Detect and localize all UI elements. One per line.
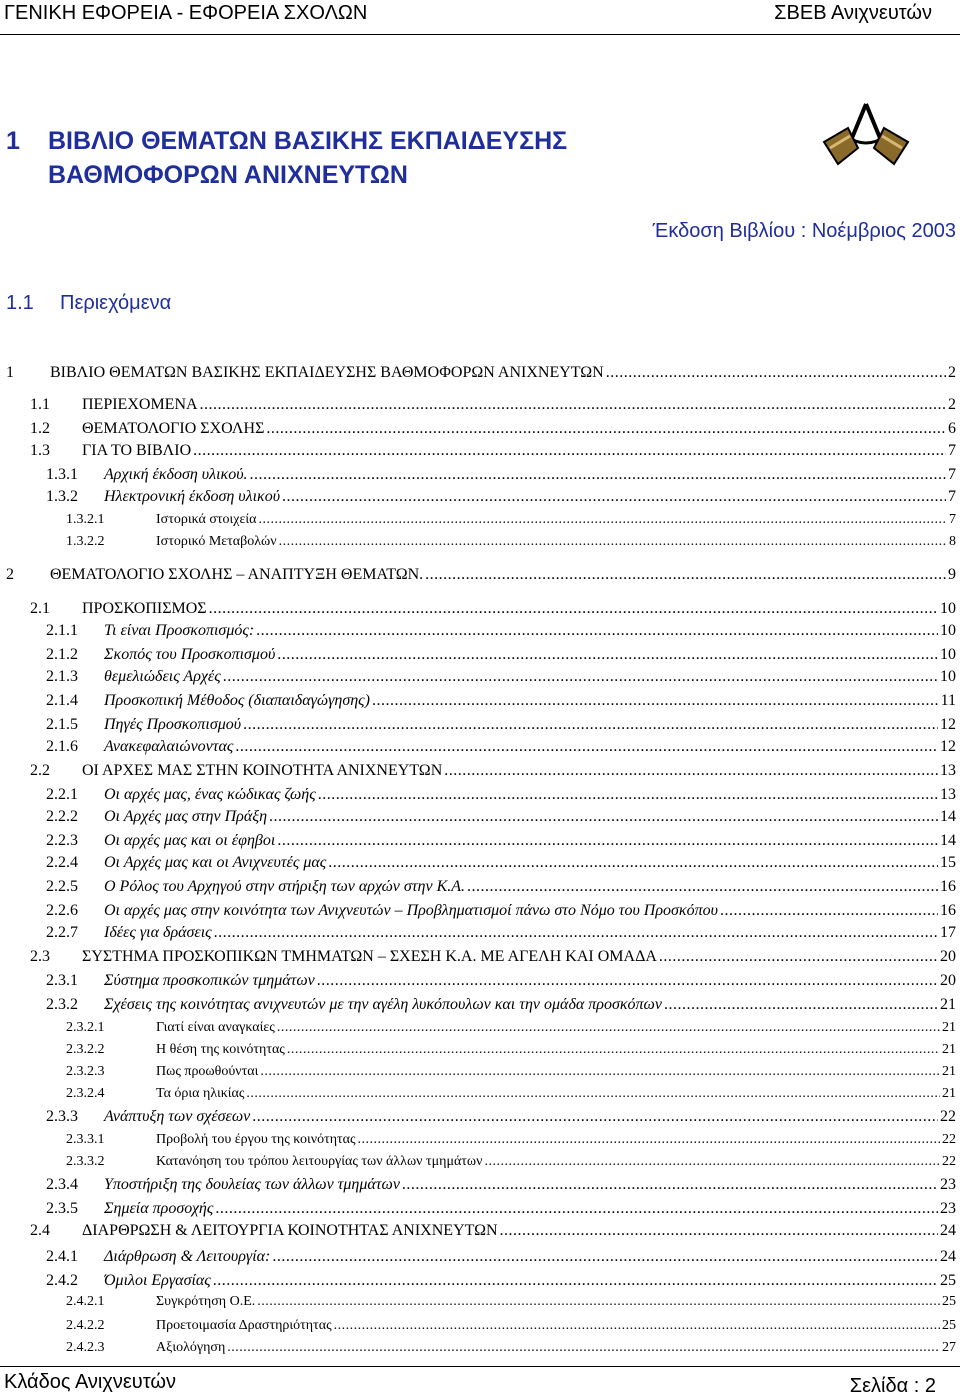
- toc-entry-number: 2.1.3: [46, 668, 78, 685]
- toc-entry-number: 2.3.3: [46, 1108, 78, 1125]
- toc-entry-page: 20: [940, 972, 956, 989]
- toc-entry-page: 7: [948, 442, 956, 459]
- toc-entry[interactable]: [30, 442, 956, 464]
- toc-entry-number: 2.1.2: [46, 646, 78, 663]
- toc-entry-number: 2.2.6: [46, 902, 78, 919]
- toc-leader-dots: [243, 716, 938, 734]
- toc-entry-title: Τα όρια ηλικίας: [156, 1086, 245, 1101]
- toc-entry-page: 22: [942, 1132, 956, 1147]
- toc-entry-page: 12: [940, 716, 956, 733]
- footer-left: Κλάδος Ανιχνευτών: [4, 1371, 176, 1393]
- toc-entry[interactable]: [46, 924, 956, 946]
- toc-entry-title: Σύστημα προσκοπικών τμημάτων: [104, 972, 315, 989]
- toc-entry-page: 21: [942, 1086, 956, 1101]
- toc-entry[interactable]: [30, 1222, 956, 1244]
- toc-entry-page: 13: [940, 786, 956, 803]
- toc-entry-title: Οι αρχές μας στην κοινότητα των Ανιχνευτών – Προβληματισμοί πάνω στο Νόμο του Προσκόπου: [104, 902, 718, 919]
- toc-entry-page: 17: [940, 924, 956, 941]
- toc-entry[interactable]: [46, 1176, 956, 1198]
- toc-entry-title: Προβολή του έργου της κοινότητας: [156, 1132, 356, 1147]
- toc-entry[interactable]: [46, 488, 956, 510]
- toc-entry-title: Γιατί είναι αναγκαίες: [156, 1020, 275, 1035]
- contents-heading: [6, 292, 171, 315]
- toc-entry-page: 16: [940, 878, 956, 895]
- toc-entry[interactable]: [30, 600, 956, 622]
- toc-entry-page: 12: [940, 738, 956, 755]
- toc-entry[interactable]: [30, 420, 956, 442]
- toc-entry-page: 25: [940, 1272, 956, 1289]
- toc-entry-title: Τι είναι Προσκοπισμός:: [104, 622, 255, 639]
- toc-entry-number: 2.3.1: [46, 972, 78, 989]
- toc-entry-title: ΓΙΑ ΤΟ ΒΙΒΛΙΟ: [82, 442, 192, 459]
- toc-entry-title: Οι Αρχές μας στην Πράξη: [104, 808, 267, 825]
- toc-entry-page: 10: [940, 600, 956, 617]
- toc-entry-title: Σχέσεις της κοινότητας ανιχνευτών με την αγέλη λυκόπουλων και την ομάδα προσκόπων: [104, 996, 662, 1013]
- toc-entry-page: 15: [940, 854, 956, 871]
- contents-number: 1.1: [6, 292, 34, 314]
- toc-entry-number: 2.3: [30, 948, 50, 965]
- toc-entry-title: Κατανόηση του τρόπου λειτουργίας των άλλων τμημάτων: [156, 1154, 483, 1169]
- toc-leader-dots: [269, 808, 938, 826]
- toc-entry[interactable]: [46, 854, 956, 876]
- toc-entry-page: 14: [940, 808, 956, 825]
- toc-entry-page: 7: [949, 512, 956, 527]
- toc-entry-page: 23: [940, 1200, 956, 1217]
- toc-entry-number: 2.4: [30, 1222, 50, 1239]
- toc-entry-title: Διάρθρωση & Λειτουργία:: [104, 1248, 271, 1265]
- toc-entry[interactable]: [66, 1294, 956, 1316]
- toc-entry-title: Προσκοπική Μέθοδος (διαπαιδαγώγησης): [104, 692, 370, 709]
- toc-leader-dots: [664, 996, 938, 1014]
- toc-entry-number: 2.3.3.2: [66, 1154, 105, 1169]
- toc-leader-dots: [425, 566, 946, 584]
- toc-leader-dots: [277, 832, 938, 850]
- toc-entry-number: 2.4.2.3: [66, 1340, 105, 1355]
- toc-entry-number: 2.2.1: [46, 786, 78, 803]
- toc-leader-dots: [235, 738, 938, 756]
- toc-entry-number: 2: [6, 566, 14, 583]
- toc-entry[interactable]: [46, 1272, 956, 1294]
- toc-entry[interactable]: [46, 668, 956, 690]
- toc-leader-dots: [500, 1222, 938, 1240]
- toc-leader-dots: [277, 646, 938, 664]
- edition-line: Έκδοση Βιβλίου : Νοέμβριος 2003: [652, 220, 956, 242]
- toc-entry[interactable]: [66, 1318, 956, 1340]
- toc-leader-dots: [200, 396, 946, 414]
- toc-leader-dots: [606, 364, 946, 382]
- toc-leader-dots: [223, 668, 938, 686]
- toc-entry-title: ΒΙΒΛΙΟ ΘΕΜΑΤΩΝ ΒΑΣΙΚΗΣ ΕΚΠΑΙΔΕΥΣΗΣ ΒΑΘΜΟΦΟΡΩΝ ΑΝΙΧΝΕΥΤΩΝ: [50, 364, 604, 381]
- toc-entry-number: 1.3.2.1: [66, 512, 105, 527]
- toc-entry-page: 2: [948, 364, 956, 381]
- toc-entry-title: Αξιολόγηση: [156, 1340, 226, 1355]
- header-left: ΓΕΝΙΚΗ ΕΦΟΡΕΙΑ - ΕΦΟΡΕΙΑ ΣΧΟΛΩΝ: [4, 2, 368, 24]
- toc-entry-title: Σημεία προσοχής: [104, 1200, 214, 1217]
- toc-entry-number: 2.1.4: [46, 692, 78, 709]
- toc-entry[interactable]: [46, 1108, 956, 1130]
- toc-entry[interactable]: [46, 996, 956, 1018]
- toc-entry-number: 2.4.2.1: [66, 1294, 105, 1309]
- toc-entry-number: 2.3.4: [46, 1176, 78, 1193]
- toc-entry-number: 1.3.1: [46, 466, 78, 483]
- toc-entry-page: 14: [940, 832, 956, 849]
- toc-entry[interactable]: [30, 948, 956, 970]
- toc-entry-number: 2.2.3: [46, 832, 78, 849]
- title-line2: ΒΑΘΜΟΦΟΡΩΝ ΑΝΙΧΝΕΥΤΩΝ: [48, 161, 408, 189]
- toc-entry-page: 25: [942, 1294, 956, 1309]
- toc-entry-number: 2.2.5: [46, 878, 78, 895]
- toc-entry-number: 2.3.2.4: [66, 1086, 105, 1101]
- toc-entry[interactable]: [46, 716, 956, 738]
- toc-entry-page: 8: [949, 534, 956, 549]
- toc-entry-number: 2.1.5: [46, 716, 78, 733]
- toc-leader-dots: [214, 924, 938, 942]
- toc-leader-dots: [287, 1042, 940, 1058]
- toc-entry-title: Πως προωθούνται: [156, 1064, 259, 1079]
- toc-entry-number: 1.3.2.2: [66, 534, 105, 549]
- toc-entry-page: 11: [940, 692, 956, 709]
- footer-right: Σελίδα : 2: [849, 1375, 936, 1397]
- toc-entry[interactable]: [66, 1340, 956, 1362]
- toc-leader-dots: [328, 854, 938, 872]
- toc-entry-number: 2.1: [30, 600, 50, 617]
- toc-entry-number: 2.3.2: [46, 996, 78, 1013]
- header-right: ΣΒΕΒ Ανιχνευτών: [774, 2, 932, 24]
- toc-entry-page: 23: [940, 1176, 956, 1193]
- toc-entry-number: 2.2: [30, 762, 50, 779]
- toc-entry-page: 16: [940, 902, 956, 919]
- toc-entry-title: ΟΙ ΑΡΧΕΣ ΜΑΣ ΣΤΗΝ ΚΟΙΝΟΤΗΤΑ ΑΝΙΧΝΕΥΤΩΝ: [82, 762, 443, 779]
- toc-leader-dots: [372, 692, 939, 710]
- toc-entry-title: Ιστορικό Μεταβολών: [156, 534, 277, 549]
- toc-leader-dots: [215, 1200, 938, 1218]
- toc-entry-title: Σκοπός του Προσκοπισμού: [104, 646, 276, 663]
- toc-leader-dots: [358, 1132, 940, 1148]
- toc-entry-title: ΣΥΣΤΗΜΑ ΠΡΟΣΚΟΠΙΚΩΝ ΤΜΗΜΑΤΩΝ – ΣΧΕΣΗ Κ.Α. ΜΕ ΑΓΕΛΗ ΚΑΙ ΟΜΑΔΑ: [82, 948, 657, 965]
- toc-entry-title: Ανακεφαλαιώνοντας: [104, 738, 234, 755]
- toc-entry[interactable]: [46, 972, 956, 994]
- toc-leader-dots: [317, 972, 938, 990]
- toc-leader-dots: [334, 1318, 940, 1334]
- toc-entry-title: Όμιλοι Εργασίας: [104, 1272, 211, 1289]
- toc-entry-page: 9: [948, 566, 956, 583]
- toc-entry-title: Ιδέες για δράσεις: [104, 924, 212, 941]
- toc-entry[interactable]: [66, 1020, 956, 1042]
- toc-entry-number: 2.2.7: [46, 924, 78, 941]
- toc-entry-page: 20: [940, 948, 956, 965]
- toc-entry[interactable]: [46, 738, 956, 760]
- toc-entry-title: Πηγές Προσκοπισμού: [104, 716, 242, 733]
- toc-entry-number: 1.3: [30, 442, 50, 459]
- toc-entry-title: Οι αρχές μας, ένας κώδικας ζωής: [104, 786, 316, 803]
- toc-entry-page: 24: [940, 1248, 956, 1265]
- toc-entry-number: 1.3.2: [46, 488, 78, 505]
- toc-entry-number: 2.1.1: [46, 622, 78, 639]
- toc-entry-number: 2.3.2.3: [66, 1064, 105, 1079]
- title-line1: ΒΙΒΛΙΟ ΘΕΜΑΤΩΝ ΒΑΣΙΚΗΣ ΕΚΠΑΙΔΕΥΣΗΣ: [48, 127, 568, 155]
- toc-entry-page: 7: [948, 466, 956, 483]
- toc-entry[interactable]: [46, 1200, 956, 1222]
- toc-entry[interactable]: [46, 786, 956, 808]
- toc-entry-number: 2.1.6: [46, 738, 78, 755]
- toc-entry-title: θεμελιώδεις Αρχές: [104, 668, 221, 685]
- toc-entry-page: 22: [942, 1154, 956, 1169]
- toc-entry-number: 2.4.1: [46, 1248, 78, 1265]
- toc-entry-title: Οι Αρχές μας και οι Ανιχνευτές μας: [104, 854, 327, 871]
- title-number: 1: [6, 127, 20, 155]
- toc-entry-title: Η θέση της κοινότητας: [156, 1042, 285, 1057]
- toc-entry-number: 2.4.2: [46, 1272, 78, 1289]
- toc-entry-title: ΠΕΡΙΕΧΟΜΕΝΑ: [82, 396, 198, 413]
- toc-leader-dots: [256, 622, 938, 640]
- toc-entry-number: 1.2: [30, 420, 50, 437]
- toc-entry-title: Συγκρότηση Ο.Ε.: [156, 1294, 256, 1309]
- toc-entry-page: 10: [940, 668, 956, 685]
- toc-leader-dots: [272, 1248, 938, 1266]
- toc-entry[interactable]: [6, 364, 956, 386]
- toc-entry-page: 21: [942, 1020, 956, 1035]
- toc-entry[interactable]: [46, 646, 956, 668]
- toc-leader-dots: [193, 442, 946, 460]
- toc-entry-number: 1: [6, 364, 14, 381]
- toc-leader-dots: [279, 534, 947, 550]
- toc-entry[interactable]: [66, 1132, 956, 1154]
- toc-entry[interactable]: [46, 692, 956, 714]
- toc-leader-dots: [659, 948, 938, 966]
- toc-leader-dots: [246, 1086, 940, 1102]
- toc-leader-dots: [444, 762, 938, 780]
- toc-leader-dots: [252, 1108, 938, 1126]
- toc-entry-title: Ο Ρόλος του Αρχηγού στην στήριξη των αρχών στην Κ.Α.: [104, 878, 466, 895]
- toc-entry-title: Ηλεκτρονική έκδοση υλικού: [104, 488, 281, 505]
- toc-entry-number: 2.3.2.2: [66, 1042, 105, 1057]
- toc-leader-dots: [484, 1154, 940, 1170]
- toc-entry-number: 2.3.5: [46, 1200, 78, 1217]
- document-title: [6, 124, 567, 192]
- toc-leader-dots: [266, 420, 946, 438]
- toc-entry-page: 24: [940, 1222, 956, 1239]
- scout-emblem-icon: [818, 98, 914, 170]
- toc-entry[interactable]: [46, 832, 956, 854]
- toc-entry[interactable]: [6, 566, 956, 588]
- toc-leader-dots: [467, 878, 938, 896]
- toc-leader-dots: [257, 1294, 940, 1310]
- toc-entry[interactable]: [46, 808, 956, 830]
- toc-entry-title: Αρχική έκδοση υλικού.: [104, 466, 248, 483]
- toc-entry-page: 21: [940, 996, 956, 1013]
- toc-entry[interactable]: [66, 512, 956, 534]
- toc-entry[interactable]: [46, 622, 956, 644]
- toc-entry[interactable]: [46, 878, 956, 900]
- toc-entry[interactable]: [30, 762, 956, 784]
- toc-leader-dots: [277, 1020, 940, 1036]
- toc-entry-title: ΘΕΜΑΤΟΛΟΓΙΟ ΣΧΟΛΗΣ – ΑΝΑΠΤΥΞΗ ΘΕΜΑΤΩΝ.: [50, 566, 424, 583]
- toc-leader-dots: [282, 488, 946, 506]
- toc-leader-dots: [213, 1272, 938, 1290]
- toc-leader-dots: [720, 902, 938, 920]
- page-footer: [0, 1366, 960, 1397]
- toc-leader-dots: [227, 1340, 940, 1356]
- toc-leader-dots: [259, 512, 948, 528]
- toc-entry-page: 22: [940, 1108, 956, 1125]
- toc-entry[interactable]: [46, 466, 956, 488]
- toc-entry-number: 2.2.4: [46, 854, 78, 871]
- toc-entry-title: ΠΡΟΣΚΟΠΙΣΜΟΣ: [82, 600, 207, 617]
- toc-leader-dots: [209, 600, 938, 618]
- toc-entry[interactable]: [46, 1248, 956, 1270]
- toc-entry[interactable]: [66, 1086, 956, 1108]
- toc-entry[interactable]: [46, 902, 956, 924]
- toc-entry[interactable]: [66, 1154, 956, 1176]
- toc-entry-page: 10: [940, 622, 956, 639]
- toc-entry-number: 2.2.2: [46, 808, 78, 825]
- toc-entry-page: 27: [942, 1340, 956, 1355]
- toc-entry[interactable]: [66, 1064, 956, 1086]
- toc-entry-title: Οι αρχές μας και οι έφηβοι: [104, 832, 276, 849]
- toc-entry-number: 1.1: [30, 396, 50, 413]
- toc-leader-dots: [260, 1064, 940, 1080]
- toc-entry-title: Προετοιμασία Δραστηριότητας: [156, 1318, 332, 1333]
- toc-entry-title: Ιστορικά στοιχεία: [156, 512, 257, 527]
- toc-entry-page: 21: [942, 1064, 956, 1079]
- toc-leader-dots: [250, 466, 946, 484]
- toc-entry-page: 25: [942, 1318, 956, 1333]
- toc-entry-page: 10: [940, 646, 956, 663]
- toc-entry-page: 6: [948, 420, 956, 437]
- toc-entry-page: 2: [948, 396, 956, 413]
- toc-leader-dots: [402, 1176, 938, 1194]
- toc-entry-title: Ανάπτυξη των σχέσεων: [104, 1108, 251, 1125]
- page-header: [0, 0, 960, 35]
- toc-entry-page: 13: [940, 762, 956, 779]
- toc-entry-page: 21: [942, 1042, 956, 1057]
- toc-entry[interactable]: [30, 396, 956, 418]
- toc-entry[interactable]: [66, 534, 956, 556]
- toc-entry-number: 2.3.3.1: [66, 1132, 105, 1147]
- toc-entry-title: ΘΕΜΑΤΟΛΟΓΙΟ ΣΧΟΛΗΣ: [82, 420, 265, 437]
- toc-entry-page: 7: [948, 488, 956, 505]
- toc-entry[interactable]: [66, 1042, 956, 1064]
- toc-entry-number: 2.3.2.1: [66, 1020, 105, 1035]
- toc-leader-dots: [318, 786, 938, 804]
- toc-entry-title: ΔΙΑΡΘΡΩΣΗ & ΛΕΙΤΟΥΡΓΙΑ ΚΟΙΝΟΤΗΤΑΣ ΑΝΙΧΝΕΥΤΩΝ: [82, 1222, 498, 1239]
- toc-entry-title: Υποστήριξη της δουλείας των άλλων τμημάτων: [104, 1176, 400, 1193]
- contents-label: Περιεχόμενα: [60, 292, 172, 314]
- toc-entry-number: 2.4.2.2: [66, 1318, 105, 1333]
